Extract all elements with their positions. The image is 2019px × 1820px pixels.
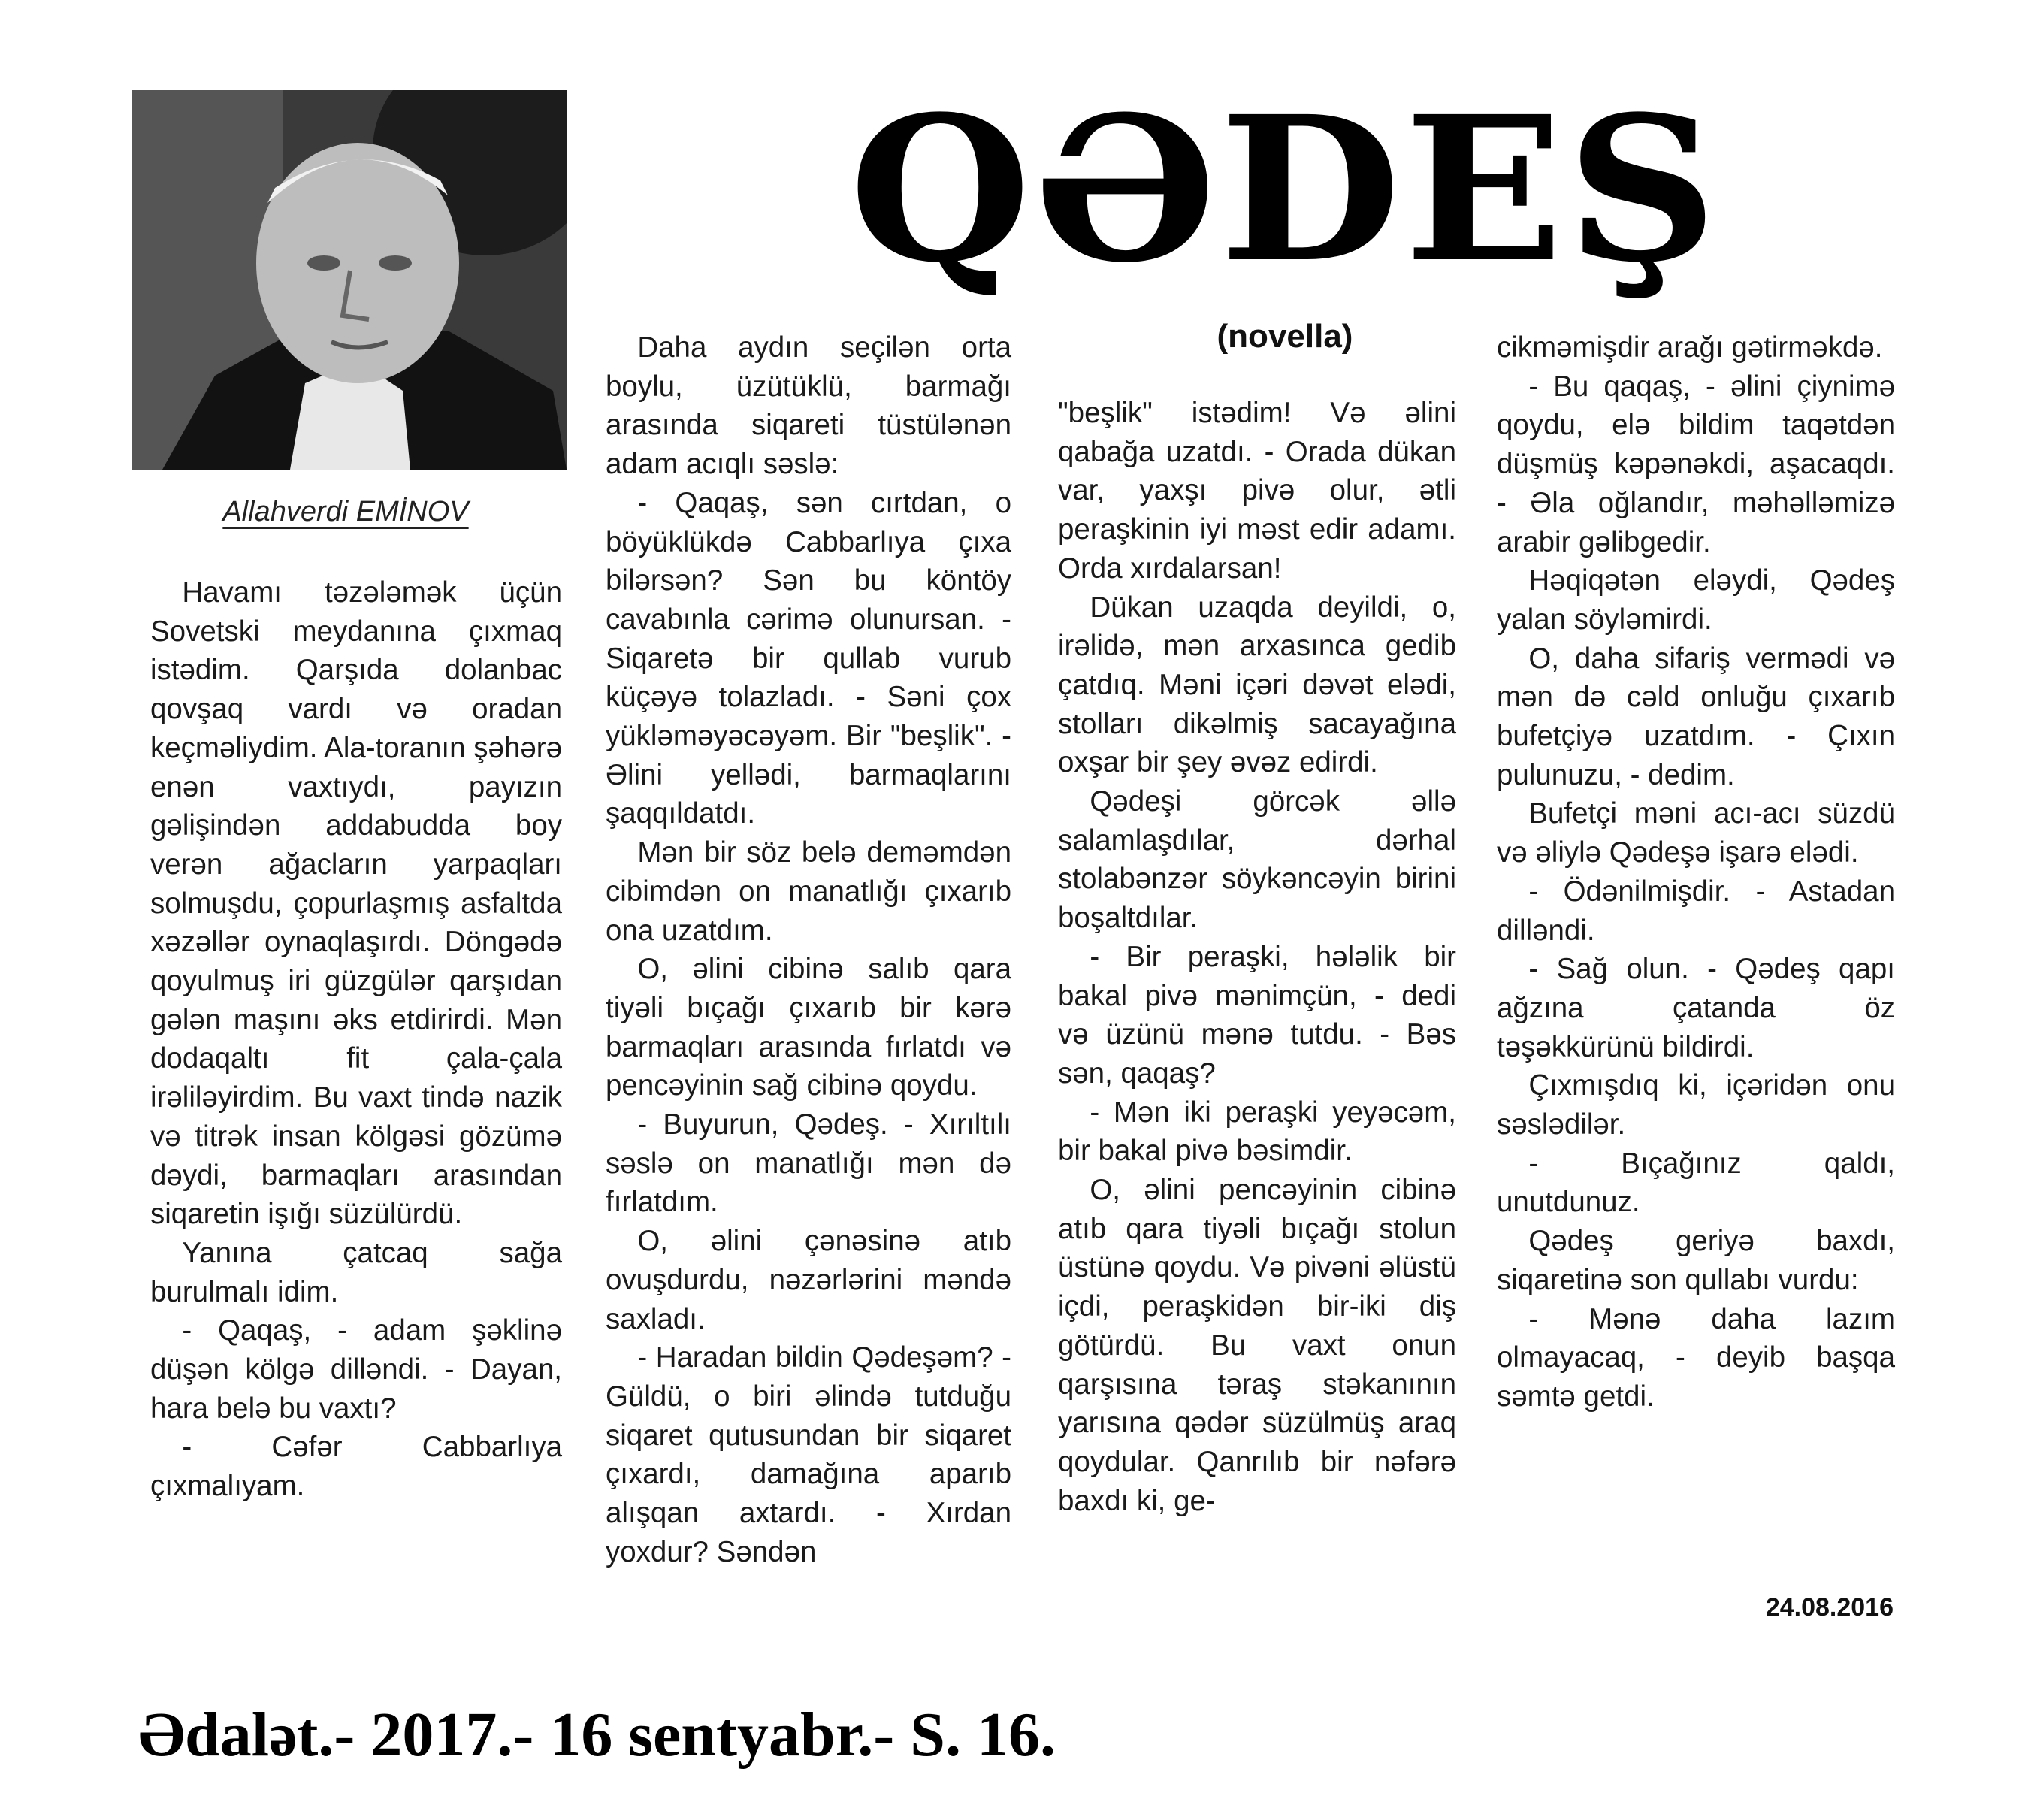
author-portrait-image (132, 90, 567, 470)
paragraph: "beşlik" istədim! Və əlini qabağa uzatdı. - Orada dükan var, yaxşı pivə olur, ətli peraşkinin iyi məst edir adamı. Orda xırdalarsan! (1058, 397, 1456, 585)
text-column-1 (150, 573, 562, 1506)
paragraph: O, əlini çənəsinə atıb ovuşdurdu, nəzərlərini məndə saxladı. (606, 1225, 1011, 1335)
paragraph: - Qaqaş, sən cırtdan, o böyüklükdə Cabbarlıya çıxa bilərsən? Sən bu köntöy cavabınla cərimə olunursan. - Siqaretə bir qullab vurub küçəyə tolazladı. - Səni çox yükləməyəcəyəm. Bir "beşlik". - Əlini yellədi, barmaqlarını şaqqıldatdı. (606, 486, 1011, 830)
paragraph: - Mən iki peraşki yeyəcəm, bir bakal pivə bəsimdir. (1058, 1096, 1456, 1168)
paragraph: Yanına çatcaq sağa burulmalı idim. (150, 1236, 562, 1308)
paragraph: Dükan uzaqda deyildi, o, irəlidə, mən arxasınca gedib çatdıq. Məni içəri dəvət elədi, stolları dikəlmiş sacayağına oxşar bir şey əvəz edirdi. (1058, 591, 1456, 779)
article-subtitle: (novella) (1217, 318, 1353, 355)
paragraph: Çıxmışdıq ki, içəridən onu səslədilər. (1497, 1069, 1895, 1141)
paragraph: - Qaqaş, - adam şəklinə düşən kölgə dilləndi. - Dayan, hara belə bu vaxtı? (150, 1314, 562, 1425)
text-column-4 (1497, 328, 1895, 1416)
paragraph: Mən bir söz belə deməmdən cibimdən on manatlığı çıxarıb ona uzatdım. (606, 836, 1011, 947)
article-date: 24.08.2016 (1765, 1593, 1894, 1622)
paragraph: - Mənə daha lazım olmayacaq, - deyib başqa səmtə getdi. (1497, 1302, 1895, 1413)
paragraph: O, daha sifariş vermədi və mən də cəld onluğu çıxarıb bufetçiyə uzatdım. - Çıxın pulunuzu, - dedim. (1497, 642, 1895, 791)
paragraph: - Bu qaqaş, - əlini çiynimə qoydu, elə bildim taqətdən düşmüş kəpənəkdi, aşacaqdı. - Əla oğlandır, məhəlləmizə arabir gəlibgedir. (1497, 370, 1895, 558)
paragraph: Qədeş geriyə baxdı, siqaretinə son qullabı vurdu: (1497, 1225, 1895, 1296)
paragraph: - Haradan bildin Qədeşəm? - Güldü, o biri əlində tutduğu siqaret qutusundan bir siqaret çıxardı, damağına aparıb alışqan axtardı. - Xırdan yoxdur? Səndən (606, 1341, 1011, 1568)
publication-source: Ədalət.- 2017.- 16 sentyabr.- S. 16. (138, 1700, 1056, 1770)
paragraph: Daha aydın seçilən orta boylu, üzütüklü, barmağı arasında siqareti tüstülənən adam acıqlı səslə: (606, 331, 1011, 481)
paragraph: - Ödənilmişdir. - Astadan dilləndi. (1497, 875, 1895, 947)
paragraph: Bufetçi məni acı-acı süzdü və əliylə Qədeşə işarə elədi. (1497, 797, 1895, 869)
paragraph: - Buyurun, Qədeş. - Xırıltılı səslə on manatlığı mən də fırlatdım. (606, 1108, 1011, 1219)
paragraph: Həqiqətən eləydi, Qədeş yalan söyləmirdi. (1497, 564, 1895, 636)
paragraph: - Sağ olun. - Qədeş qapı ağzına çatanda öz təşəkkürünü bildirdi. (1497, 953, 1895, 1063)
author-byline: Allahverdi EMİNOV (222, 496, 469, 528)
article-title: QƏDEŞ (848, 73, 1721, 307)
text-column-2 (606, 328, 1011, 1572)
paragraph: Qədeşi görcək əllə salamlaşdılar, dərhal stolabənzər söykəncəyin birini boşaltdılar. (1058, 785, 1456, 935)
paragraph: - Cəfər Cabbarlıya çıxmalıyam. (150, 1431, 562, 1503)
paragraph: - Bıçağınız qaldı, unutdunuz. (1497, 1147, 1895, 1219)
paragraph: O, əlini pencəyinin cibinə atıb qara tiyəli bıçağı stolun üstünə qoydu. Və pivəni əlüstü içdi, peraşkidən bir-iki diş götürdü. Bu vaxt onun qarşısına təraş stəkanının yarısına qədər süzülmüş araq qoydular. Qanrılıb bir nəfərə baxdı ki, ge- (1058, 1174, 1456, 1517)
text-column-3 (1058, 394, 1456, 1520)
paragraph: Havamı təzələmək üçün Sovetski meydanına çıxmaq istədim. Qarşıda dolanbac qovşaq vardı və oradan keçməliydim. Ala-toranın şəhərə enən vaxtıydı, payızın gəlişindən addabudda boy verən ağacların yarpaqları solmuşdu, çopurlaşmış asfaltda xəzəllər oynaqlaşırdı. Döngədə qoyulmuş iri güzgülər qarşıdan gələn maşını əks etdirirdi. Mən dodaqaltı fit çala-çala irəliləyirdim. Bu vaxt tində nazik və titrək insan kölgəsi gözümə dəydi, barmaqları arasından siqaretin işığı süzülürdü. (150, 576, 562, 1231)
paragraph: O, əlini cibinə salıb qara tiyəli bıçağı çıxarıb bir kərə barmaqları arasında fırlatdı və pencəyinin sağ cibinə qoydu. (606, 953, 1011, 1102)
author-photo (132, 90, 567, 470)
paragraph: cikməmişdir arağı gətirməkdə. (1497, 331, 1883, 364)
paragraph: - Bir peraşki, hələlik bir bakal pivə mənimçün, - dedi və üzünü mənə tutdu. - Bəs sən, qaqaş? (1058, 940, 1456, 1090)
